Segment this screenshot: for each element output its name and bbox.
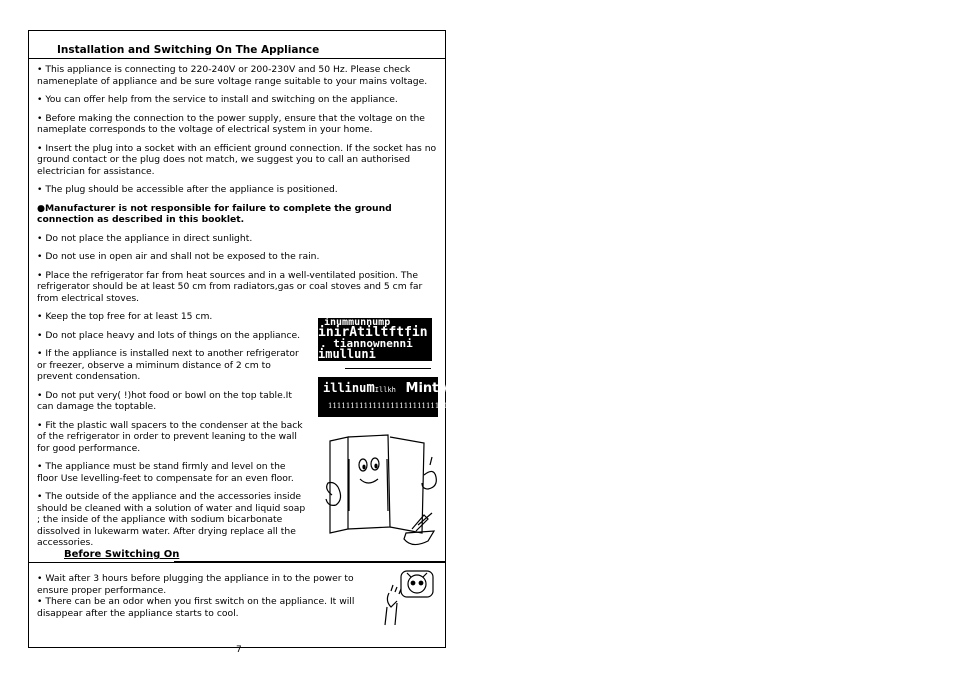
instruction-paragraph: • Do not put very( !)hot food or bowl on the top table.It can damage the toptable.	[37, 389, 292, 412]
label-text: . tiannownenni	[320, 337, 413, 350]
instruction-paragraph: • You can offer help from the service to install and switching on the appliance.	[37, 94, 398, 105]
instruction-paragraph: • Before making the connection to the power supply, ensure that the voltage on the nameplate corresponds to the voltage of electrical system in your home.	[37, 112, 425, 135]
instruction-paragraph: • Fit the plastic wall spacers to the condenser at the back of the refrigerator in order to prevent leaning to the wall for good performance.	[37, 419, 303, 454]
instruction-paragraph: • Place the refrigerator far from heat sources and in a well-ventilated position. The refrigerator should be at least 50 cm from radiators,gas or coal stoves and 5 cm far from electrical stoves.	[37, 269, 423, 304]
energy-label-graphic	[318, 377, 469, 417]
label-text: 1111111111111111111111111111111)	[328, 402, 469, 410]
rating-label-graphic	[318, 318, 432, 361]
instruction-paragraph: • There can be an odor when you first switch on the appliance. It will disappear after the appliance starts to cool.	[37, 596, 355, 619]
instruction-paragraph: • Do not use in open air and shall not be exposed to the rain.	[37, 251, 320, 262]
title-rule	[29, 58, 445, 59]
page-number: 7	[236, 645, 242, 655]
manufacturer-warning: ●Manufacturer is not responsible for failure to complete the ground connection as described in this booklet.	[37, 202, 392, 225]
before-switching-instructions	[37, 573, 377, 619]
instruction-paragraph: • Keep the top free for at least 15 cm.	[37, 311, 213, 322]
label-text: Illkh	[374, 386, 396, 394]
section-title-before-switching-on: Before Switching On	[64, 549, 180, 560]
instruction-paragraph: • This appliance is connecting to 220-240V or 200-230V and 50 Hz. Please check nameneplate of appliance and be sure voltage range suitable to your mains voltage.	[37, 64, 428, 87]
instruction-paragraph: • The appliance must be stand firmly and level on the floor Use levelling-feet to compensate for an even floor.	[37, 461, 294, 484]
instruction-paragraph: • Insert the plug into a socket with an efficient ground connection. If the socket has no ground contact or the plug does not match, we suggest you to call an authorised electrician for assistance.	[37, 142, 437, 177]
plug-socket-illustration	[379, 567, 439, 629]
instruction-paragraph: • Wait after 3 hours before plugging the appliance in to the power to ensure proper performance.	[37, 573, 354, 596]
manual-page	[28, 30, 469, 648]
label-text: inummunnump	[324, 317, 391, 328]
instruction-paragraph: • The plug should be accessible after the appliance is positioned.	[37, 184, 338, 195]
label-underline	[345, 368, 431, 369]
label-text: inirAtiltftfin	[318, 325, 428, 340]
instruction-paragraph: • The outside of the appliance and the accessories inside should be cleaned with a solution of water and liquid soap ; the inside of the appliance with sodium bicarbonate dissolved in lukewarm water. After drying replace all the accessories.	[37, 491, 306, 548]
instruction-paragraph: • Do not place the appliance in direct sunlight.	[37, 232, 253, 244]
label-text: illinu	[323, 381, 367, 395]
section-title-installation: Installation and Switching On The Appliance	[57, 44, 320, 56]
section-divider	[29, 562, 445, 563]
instruction-paragraph: • Do not place heavy and lots of things on the appliance.	[37, 329, 301, 341]
instruction-paragraph: • If the appliance is installed next to another refrigerator or freezer, observe a miminum distance of 2 cm to prevent condensation.	[37, 348, 299, 382]
label-text: Mint \	[405, 381, 448, 396]
refrigerator-mascot-illustration	[316, 429, 441, 551]
label-text: m	[366, 380, 375, 396]
label-text: imulluni	[318, 347, 376, 361]
